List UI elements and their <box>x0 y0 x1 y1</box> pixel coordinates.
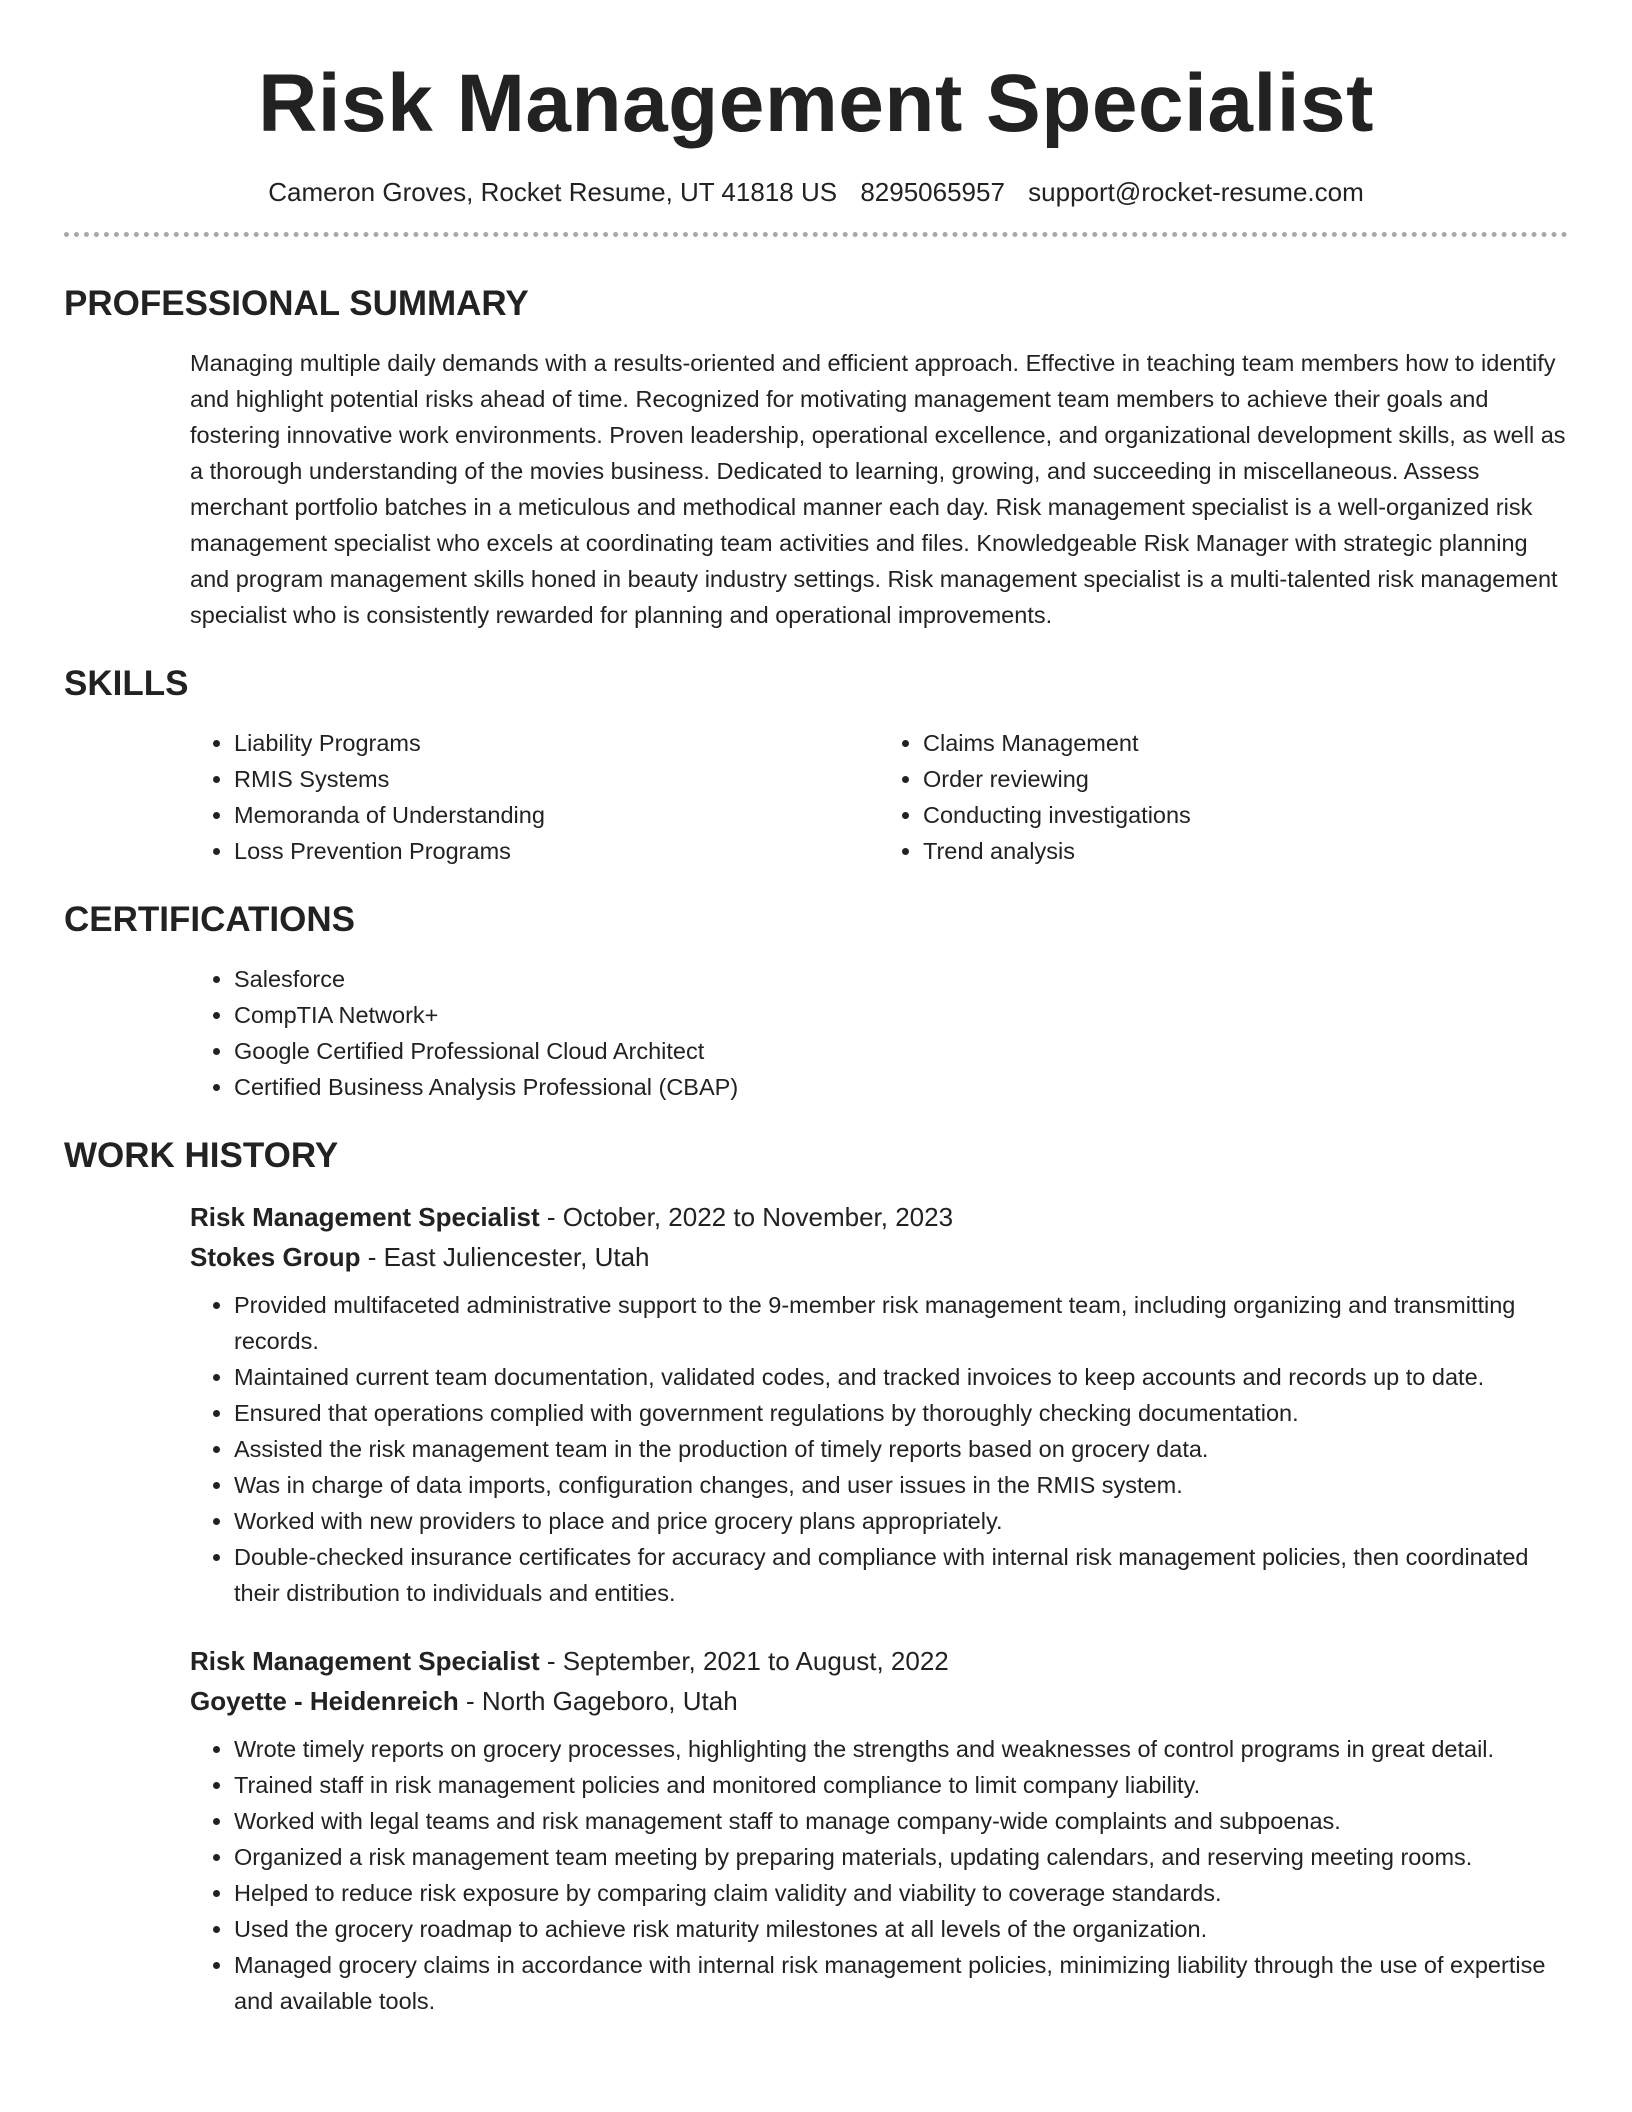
list-item: • Memoranda of Understanding <box>234 797 879 833</box>
contact-email: support@rocket-resume.com <box>1028 177 1364 207</box>
list-item: • RMIS Systems <box>234 761 879 797</box>
list-item: • Order reviewing <box>923 761 1568 797</box>
job-bullets <box>190 1287 1568 1611</box>
summary-heading: PROFESSIONAL SUMMARY <box>64 284 529 323</box>
resume-title: Risk Management Specialist <box>258 58 1374 149</box>
company-line <box>190 1681 1568 1721</box>
summary-text: Managing multiple daily demands with a results-oriented and efficient approach. Effective in teaching team members how to identify and highlight potential risks ahead of time. Recognized for motivating management team members to achieve their goals and fostering innovative work environments. Proven leadership, operational excellence, and organizational development skills, as well as a thorough understanding of the movies business. Dedicated to learning, growing, and succeeding in miscellaneous. Assess merchant portfolio batches in a meticulous and methodical manner each day. Risk management specialist is a well-organized risk management specialist who excels at coordinating team activities and files. Knowledgeable Risk Manager with strategic planning and program management skills honed in beauty industry settings. Risk management specialist is a multi-talented risk management specialist who is consistently rewarded for planning and operational improvements. <box>190 350 1566 628</box>
work-history-section <box>64 1135 1568 2019</box>
skills-list-left <box>190 725 879 869</box>
job-title: Risk Management Specialist <box>190 1202 540 1232</box>
list-item: • Conducting investigations <box>923 797 1568 833</box>
certifications-heading: CERTIFICATIONS <box>64 900 356 939</box>
list-item: • Used the grocery roadmap to achieve risk maturity milestones at all levels of the organization. <box>234 1911 1568 1947</box>
summary-section <box>64 283 1568 633</box>
header-divider <box>64 232 1568 237</box>
list-item: • Organized a risk management team meeting by preparing materials, updating calendars, and reserving meeting rooms. <box>234 1839 1568 1875</box>
list-item: • Wrote timely reports on grocery processes, highlighting the strengths and weaknesses of control programs in great detail. <box>234 1731 1568 1767</box>
contact-phone: 8295065957 <box>860 177 1005 207</box>
list-item: • Helped to reduce risk exposure by comparing claim validity and viability to coverage standards. <box>234 1875 1568 1911</box>
job-entry <box>190 1641 1568 2019</box>
company-location: - East Juliencester, Utah <box>360 1242 650 1272</box>
list-item: • Ensured that operations complied with government regulations by thoroughly checking documentation. <box>234 1395 1568 1431</box>
certifications-section <box>64 899 1568 1105</box>
skills-section <box>64 663 1568 869</box>
work-history-heading: WORK HISTORY <box>64 1136 339 1175</box>
skills-columns <box>190 725 1568 869</box>
job-title-line <box>190 1197 1568 1237</box>
list-item: • CompTIA Network+ <box>234 997 1568 1033</box>
list-item: • Provided multifaceted administrative support to the 9-member risk management team, including organizing and transmitting records. <box>234 1287 1568 1359</box>
list-item: • Worked with legal teams and risk management staff to manage company-wide complaints and subpoenas. <box>234 1803 1568 1839</box>
company-name: Goyette - Heidenreich <box>190 1686 459 1716</box>
list-item: • Google Certified Professional Cloud Architect <box>234 1033 1568 1069</box>
list-item: • Loss Prevention Programs <box>234 833 879 869</box>
list-item: • Salesforce <box>234 961 1568 997</box>
job-dates: - October, 2022 to November, 2023 <box>539 1202 954 1232</box>
list-item: • Was in charge of data imports, configuration changes, and user issues in the RMIS system. <box>234 1467 1568 1503</box>
list-item: • Managed grocery claims in accordance with internal risk management policies, minimizing liability through the use of expertise and available tools. <box>234 1947 1568 2019</box>
job-bullets <box>190 1731 1568 2019</box>
job-title: Risk Management Specialist <box>190 1646 540 1676</box>
certifications-list <box>190 961 1568 1105</box>
list-item: • Certified Business Analysis Professional (CBAP) <box>234 1069 1568 1105</box>
resume-page <box>64 0 1568 2019</box>
list-item: • Assisted the risk management team in the production of timely reports based on grocery data. <box>234 1431 1568 1467</box>
list-item: • Double-checked insurance certificates for accuracy and compliance with internal risk management policies, then coordinated their distribution to individuals and entities. <box>234 1539 1568 1611</box>
skills-heading: SKILLS <box>64 664 189 703</box>
job-entry <box>190 1197 1568 1611</box>
job-dates: - September, 2021 to August, 2022 <box>539 1646 949 1676</box>
list-item: • Claims Management <box>923 725 1568 761</box>
list-item: • Maintained current team documentation, validated codes, and tracked invoices to keep accounts and records up to date. <box>234 1359 1568 1395</box>
list-item: • Worked with new providers to place and price grocery plans appropriately. <box>234 1503 1568 1539</box>
contact-line <box>64 176 1568 208</box>
list-item: • Trained staff in risk management policies and monitored compliance to limit company liability. <box>234 1767 1568 1803</box>
company-location: - North Gageboro, Utah <box>458 1686 738 1716</box>
list-item: • Liability Programs <box>234 725 879 761</box>
company-line <box>190 1237 1568 1277</box>
list-item: • Trend analysis <box>923 833 1568 869</box>
job-title-line <box>190 1641 1568 1681</box>
contact-address: Cameron Groves, Rocket Resume, UT 41818 US <box>268 177 838 207</box>
company-name: Stokes Group <box>190 1242 361 1272</box>
skills-list-right <box>879 725 1568 869</box>
